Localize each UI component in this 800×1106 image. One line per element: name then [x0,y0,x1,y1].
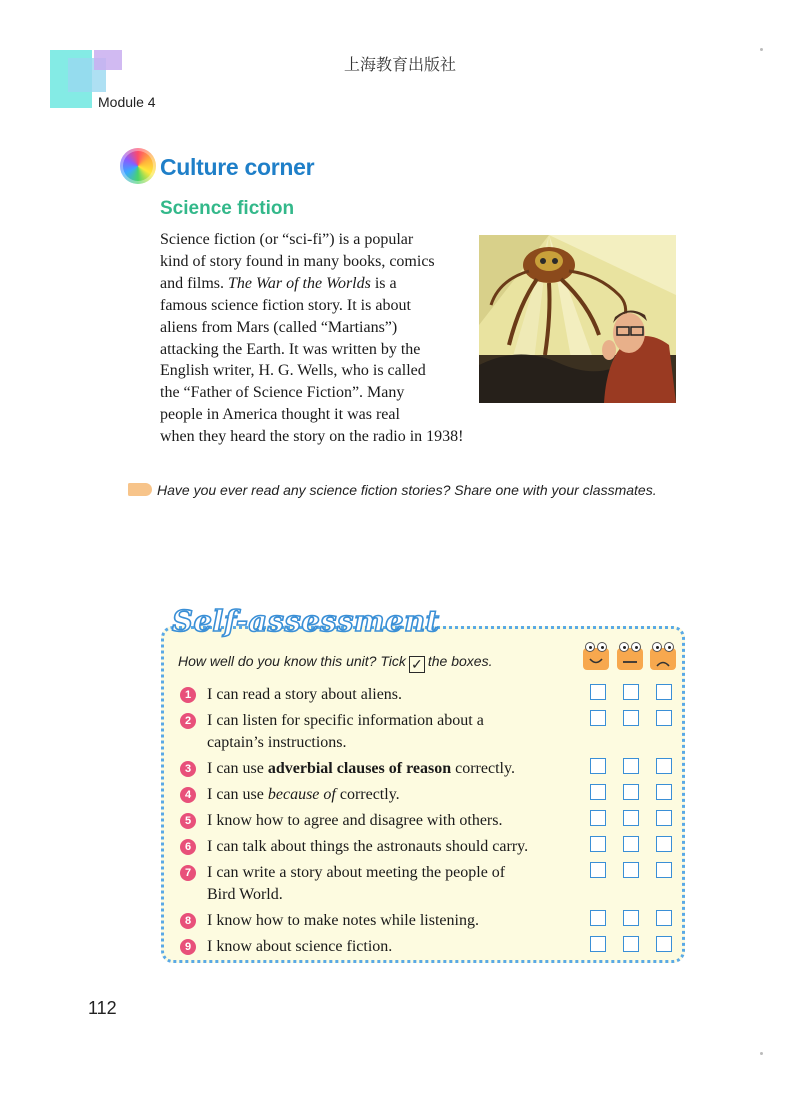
discussion-question [128,482,657,498]
paragraph-line: Science fiction (or “sci-fi”) is a popular [160,231,414,248]
checkbox-poor[interactable] [656,936,672,952]
tick-icon: ✓ [409,656,425,673]
checkbox-poor[interactable] [656,758,672,774]
checkbox-good[interactable] [590,836,606,852]
item-italic-term: because of [267,786,336,803]
checkbox-ok[interactable] [623,684,639,700]
assessment-item-text [207,836,528,858]
paragraph-line: people in America thought it was real [160,406,400,424]
checkbox-poor[interactable] [656,684,672,700]
section-title: Culture corner [160,154,315,180]
assessment-item-text [207,732,347,754]
checkbox-poor[interactable] [656,784,672,800]
item-text-segment: captain’s instructions. [207,734,347,751]
item-bold-term: adverbial clauses of reason [267,760,452,777]
checkbox-ok[interactable] [623,784,639,800]
arrow-tag-icon [128,483,152,496]
checkbox-good[interactable] [590,910,606,926]
item-text-segment: correctly. [335,786,400,803]
reading-paragraph [160,229,480,448]
instruction-text: the boxes. [427,653,493,669]
item-number: 7 [180,865,196,881]
paragraph-text: and films. [160,274,228,292]
paragraph-line: famous science fiction story. It is about [160,296,411,314]
assessment-item-text [207,910,479,932]
checkbox-poor[interactable] [656,810,672,826]
checkbox-poor[interactable] [656,862,672,878]
item-number: 6 [180,839,196,855]
item-number: 3 [180,761,196,777]
item-text-segment: I can talk about things the astronauts should carry. [207,838,529,855]
assessment-item-text [207,884,283,906]
paragraph-line: aliens from Mars (called “Martians”) [160,318,398,336]
item-number: 1 [180,687,196,703]
paragraph-line: attacking the Earth. It was written by the [160,340,421,358]
item-number: 8 [180,913,196,929]
publisher-header: 上海教育出版社 [343,55,456,74]
paragraph-line: when they heard the story on the radio in 1938! [160,428,464,446]
self-assessment-title: Self-assessment [172,604,440,638]
checkbox-ok[interactable] [623,836,639,852]
assessment-item-text [207,862,505,884]
page-number: 112 [88,998,117,1018]
item-text-segment: I can use [207,760,268,777]
module-label: Module 4 [98,94,156,110]
checkbox-ok[interactable] [623,862,639,878]
checkbox-good[interactable] [590,784,606,800]
checkbox-poor[interactable] [656,836,672,852]
paragraph-line: English writer, H. G. Wells, who is called [160,362,426,380]
question-text: Have you ever read any science fiction stories? Share one with your classmates. [157,482,657,498]
paragraph-line: kind of story found in many books, comics [160,252,435,270]
item-text-segment: I know how to agree and disagree with others. [207,812,503,829]
checkbox-ok[interactable] [623,910,639,926]
checkbox-good[interactable] [590,810,606,826]
assessment-item-text [207,810,502,832]
item-text-segment: I can listen for specific information about a [207,712,484,729]
section-subtitle: Science fiction [160,198,295,219]
corner-mark [760,1052,763,1055]
martian-tripod-illustration [479,235,676,403]
item-text-segment: I can read a story about aliens. [207,686,403,703]
checkbox-ok[interactable] [623,936,639,952]
checkbox-poor[interactable] [656,910,672,926]
book-title: The War of the Worlds [228,274,371,292]
paragraph-line [160,273,480,295]
item-text-segment: I can write a story about meeting the people of [207,864,506,881]
neutral-face-icon [617,648,643,670]
paragraph-text: is a [370,274,397,292]
item-text-segment: correctly. [451,760,515,777]
item-number: 9 [180,939,196,955]
assessment-item-text [207,784,400,806]
assessment-item-text [207,758,515,780]
checkbox-ok[interactable] [623,810,639,826]
checkbox-good[interactable] [590,862,606,878]
assessment-item-text [207,684,402,706]
instruction-text: How well do you know this unit? Tick [178,653,406,669]
corner-mark [760,48,763,51]
item-text-segment: I know about science fiction. [207,938,393,955]
checkbox-good[interactable] [590,684,606,700]
item-text-segment: I can use [207,786,268,803]
happy-face-icon [583,648,609,670]
sad-face-icon [650,648,676,670]
checkbox-good[interactable] [590,710,606,726]
assessment-item-text [207,710,484,732]
item-number: 4 [180,787,196,803]
item-number: 2 [180,713,196,729]
culture-corner-icon [120,148,156,184]
paragraph-line: the “Father of Science Fiction”. Many [160,384,405,402]
item-number: 5 [180,813,196,829]
checkbox-ok[interactable] [623,758,639,774]
checkbox-good[interactable] [590,936,606,952]
item-text-segment: Bird World. [207,886,283,903]
assessment-item-text [207,936,392,958]
checkbox-poor[interactable] [656,710,672,726]
item-text-segment: I know how to make notes while listening. [207,912,479,929]
checkbox-ok[interactable] [623,710,639,726]
checkbox-good[interactable] [590,758,606,774]
self-assessment-instruction [178,653,492,673]
